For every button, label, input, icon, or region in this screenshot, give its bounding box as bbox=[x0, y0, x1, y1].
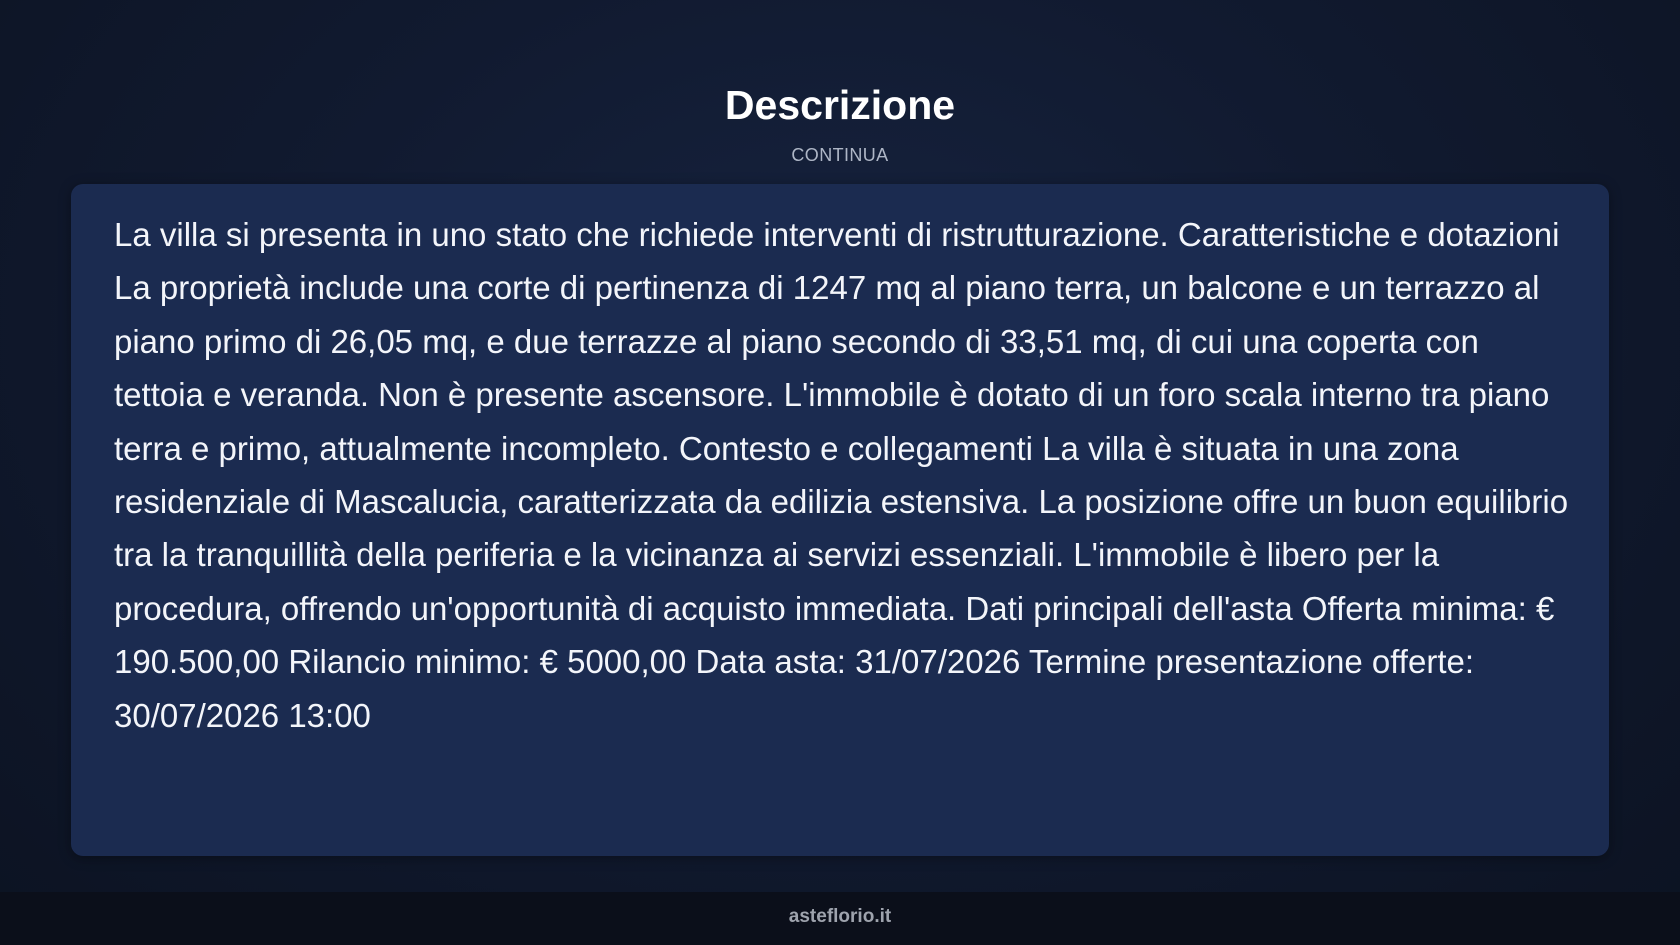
site-name: asteflorio.it bbox=[788, 906, 892, 927]
description-text: La villa si presenta in uno stato che richiede interventi di ristrutturazione. Caratteristiche e dotazioni La proprietà include una corte di pertinenza di 1247 mq al piano terra, un balcone e un terrazzo al piano primo di 26,05 mq, e due terrazze al piano secondo di 33,51 mq, di cui una coperta con tettoia e veranda. Non è presente ascensore. L'immobile è dotato di un foro scala interno tra piano terra e primo, attualmente incompleto. Contesto e collegamenti La villa è situata in una zona residenziale di Mascalucia, caratterizzata da edilizia estensiva. La posizione offre un buon equilibrio tra la tranquillità della periferia e la vicinanza ai servizi essenziali. L'immobile è libero per la procedura, offrendo un'opportunità di acquisto immediata. Dati principali dell'asta Offerta minima: € 190.500,00 Rilancio minimo: € 5000,00 Data asta: 31/07/2026 Termine presentazione offerte: 30/07/2026 13:00 bbox=[114, 216, 1569, 734]
continue-label: CONTINUA bbox=[791, 145, 889, 165]
page-header bbox=[0, 78, 1680, 166]
page-footer bbox=[0, 892, 1680, 945]
page-title: Descrizione bbox=[724, 82, 956, 128]
description-card bbox=[71, 184, 1609, 856]
